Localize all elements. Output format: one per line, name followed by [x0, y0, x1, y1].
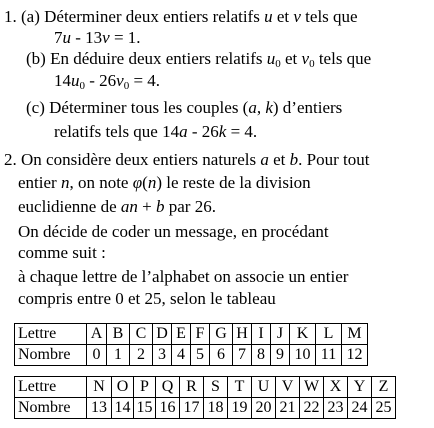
var-k: k [265, 98, 273, 117]
table-cell-number: 1 [107, 345, 130, 366]
table-cell-number: 8 [252, 345, 271, 366]
eq-coef-26: - 26 [85, 71, 117, 90]
comma: , [256, 98, 266, 117]
sub-0: 0 [123, 80, 130, 92]
sub-0: 0 [309, 58, 315, 70]
table-cell-letter: N [87, 377, 112, 398]
table-row-letters [15, 377, 396, 398]
table-cell-number: 10 [290, 345, 316, 366]
question-1b-text-end: tels que [314, 49, 372, 68]
var-an: an [120, 197, 138, 216]
var-n: n [147, 173, 157, 192]
question-1a-text-end: tels que [300, 7, 358, 26]
table-cell-letter: G [210, 324, 233, 345]
question-1-number: 1. [4, 7, 17, 26]
eq-rhs: = 1. [109, 28, 141, 47]
table-header-number: Nombre [15, 345, 87, 366]
var-u0: u [266, 49, 276, 68]
eq-coef-26: - 26 [187, 122, 219, 141]
table-cell-letter: D [153, 324, 172, 345]
table-cell-letter: Z [372, 377, 396, 398]
var-phi: φ [132, 173, 143, 192]
table-cell-number: 12 [342, 345, 368, 366]
table-cell-letter: K [290, 324, 316, 345]
table-cell-number: 6 [210, 345, 233, 366]
question-2-line-1 [4, 149, 369, 171]
table-cell-number: 7 [233, 345, 252, 366]
letter-number-table-a-m [14, 323, 368, 366]
eq-rhs: = 4. [129, 71, 161, 90]
table-row-letters [15, 324, 368, 345]
table-cell-letter: J [271, 324, 290, 345]
table-cell-letter: A [87, 324, 107, 345]
table-row-numbers [15, 398, 396, 419]
table-cell-letter: W [300, 377, 324, 398]
table-cell-number: 13 [87, 398, 112, 419]
table-cell-letter: M [342, 324, 368, 345]
table-cell-letter: Y [348, 377, 372, 398]
table-cell-letter: P [134, 377, 156, 398]
eq-coef-14: 14 [54, 71, 71, 90]
eq-coef-13: - 13 [71, 28, 103, 47]
var-b: b [156, 197, 165, 216]
table-cell-number: 25 [372, 398, 396, 419]
table-cell-number: 4 [172, 345, 191, 366]
question-1a-and: et [272, 7, 294, 26]
question-1c-line-1 [26, 97, 342, 119]
table-cell-letter: R [180, 377, 204, 398]
paren: ( [142, 173, 148, 192]
table-cell-letter: L [316, 324, 342, 345]
question-1c-text-2: relatifs tels que 14 [54, 122, 180, 141]
var-u: u [264, 7, 273, 26]
sub-0: 0 [275, 58, 281, 70]
question-1c-tag: (c) [26, 98, 45, 117]
table-cell-letter: F [191, 324, 210, 345]
eq-u: u [62, 28, 71, 47]
letter-number-table-n-z [14, 376, 396, 419]
question-2-number: 2. [4, 150, 17, 169]
text: + [137, 197, 156, 216]
table-cell-letter: S [204, 377, 228, 398]
table-cell-number: 15 [134, 398, 156, 419]
eq-v: v [102, 28, 110, 47]
var-v: v [293, 7, 301, 26]
table-cell-number: 16 [156, 398, 180, 419]
table-cell-letter: X [324, 377, 348, 398]
question-2-and: et [268, 150, 290, 169]
question-2-line-3 [18, 196, 216, 218]
table-cell-letter: Q [156, 377, 180, 398]
var-n: n [60, 173, 70, 192]
table-cell-number: 21 [276, 398, 300, 419]
table-cell-number: 2 [130, 345, 153, 366]
text: euclidienne de [18, 197, 121, 216]
table-cell-number: 11 [316, 345, 342, 366]
eq-v0: v [116, 71, 124, 90]
table-cell-letter: U [252, 377, 276, 398]
question-1a-text: Déterminer deux entiers relatifs [39, 7, 265, 26]
table-cell-letter: H [233, 324, 252, 345]
table-row-numbers [15, 345, 368, 366]
sub-0: 0 [79, 80, 85, 92]
table-header-letter: Lettre [15, 324, 87, 345]
table-cell-number: 20 [252, 398, 276, 419]
question-1a-tag: (a) [21, 7, 40, 26]
table-header-letter: Lettre [15, 377, 87, 398]
var-b: b [289, 150, 299, 169]
question-2-line-4: On décide de coder un message, en procédant [18, 222, 329, 241]
eq-u0: u [71, 71, 80, 90]
table-cell-letter: O [112, 377, 134, 398]
question-2-line-6: à chaque lettre de l’alphabet on associe un entier [18, 267, 349, 286]
table-cell-letter: C [130, 324, 153, 345]
question-1a-equation [54, 27, 141, 49]
table-cell-number: 9 [271, 345, 290, 366]
question-2-line-5: comme suit : [18, 243, 106, 262]
table-cell-number: 14 [112, 398, 134, 419]
question-1c-text: Déterminer tous les couples ( [44, 98, 249, 117]
table-cell-number: 18 [204, 398, 228, 419]
table-header-number: Nombre [15, 398, 87, 419]
table-cell-letter: I [252, 324, 271, 345]
var-a: a [179, 122, 188, 141]
table-cell-number: 17 [180, 398, 204, 419]
table-cell-number: 5 [191, 345, 210, 366]
text: ) le reste de la division [156, 173, 311, 192]
table-cell-number: 3 [153, 345, 172, 366]
var-a: a [248, 98, 257, 117]
var-a: a [260, 150, 269, 169]
table-cell-number: 0 [87, 345, 107, 366]
eq-rhs: = 4. [226, 122, 258, 141]
table-cell-letter: V [276, 377, 300, 398]
text: entier [18, 173, 61, 192]
question-2-text: On considère deux entiers naturels [16, 150, 261, 169]
text: , on note [69, 173, 133, 192]
question-1c-text-end: ) d’entiers [272, 98, 343, 117]
question-1b-text: En déduire deux entiers relatifs [45, 49, 267, 68]
question-1a-line-1 [4, 6, 358, 28]
question-1b-and: et [280, 49, 302, 68]
question-1c-line-2 [54, 121, 257, 143]
table-cell-number: 23 [324, 398, 348, 419]
var-k: k [218, 122, 227, 141]
question-2-text-end: . Pour tout [298, 150, 370, 169]
table-cell-letter: E [172, 324, 191, 345]
table-cell-letter: T [228, 377, 252, 398]
question-1b-equation [54, 70, 160, 92]
eq-coef-7: 7 [54, 28, 63, 47]
question-1b-line-1 [26, 48, 371, 70]
question-1b-tag: (b) [26, 49, 46, 68]
question-2-line-2 [18, 172, 311, 194]
table-cell-number: 24 [348, 398, 372, 419]
table-cell-number: 19 [228, 398, 252, 419]
text: par 26. [164, 197, 216, 216]
table-cell-number: 22 [300, 398, 324, 419]
table-cell-letter: B [107, 324, 130, 345]
var-v0: v [301, 49, 310, 68]
question-2-line-7: compris entre 0 et 25, selon le tableau [18, 289, 276, 308]
